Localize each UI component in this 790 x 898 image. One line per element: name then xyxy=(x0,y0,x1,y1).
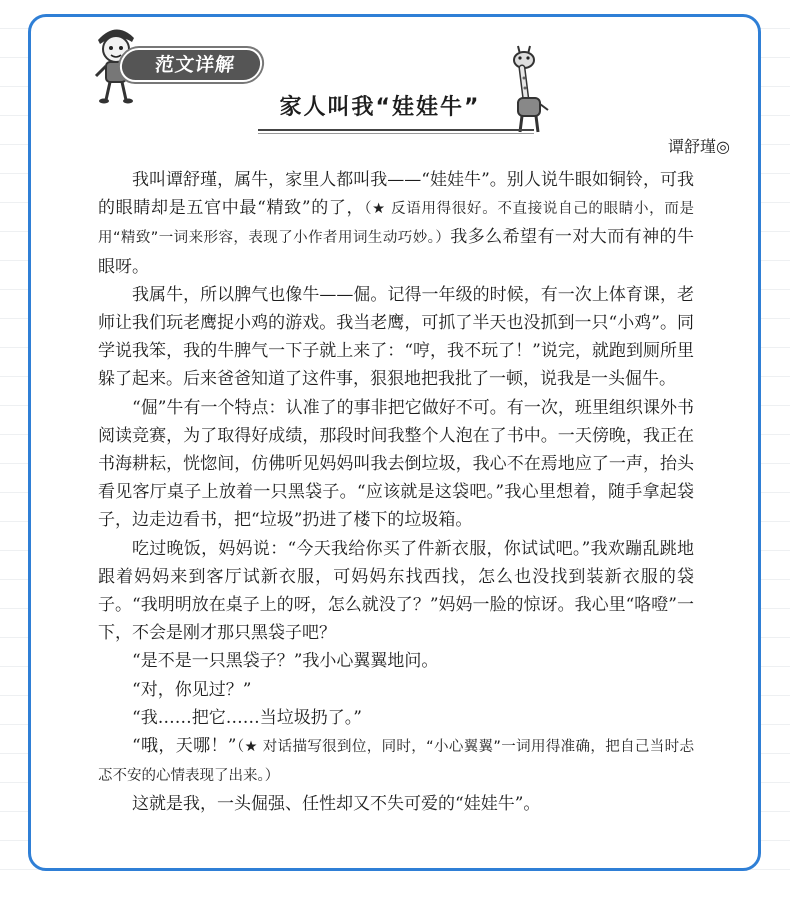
giraffe-mascot-icon xyxy=(506,44,550,136)
paragraph: 吃过晚饭，妈妈说：“今天我给你买了件新衣服，你试试吧。”我欢蹦乱跳地跟着妈妈来到客厅试新衣服，可妈妈东找西找，怎么也没找到装新衣服的袋子。“我明明放在桌子上的呀，怎么就没了？”妈妈一脸的惊讶。我心里“咯噔”一下，不会是刚才那只黑袋子吧？ xyxy=(98,538,694,644)
commentary-note: （★ 反语用得很好。不直接说自己的眼睛小，而是用“精致”一词来形容，表现了小作者用词生动巧妙。） xyxy=(98,201,694,247)
paragraph: “是不是一只黑袋子？”我小心翼翼地问。 xyxy=(132,651,439,672)
author-name: 谭舒瑾◎ xyxy=(668,137,730,156)
commentary-note: （★ 对话描写很到位，同时，“小心翼翼”一词用得准确，把自己当时忐忑不安的心情表现了出来。） xyxy=(98,739,694,785)
paragraph: 这就是我，一头倔强、任性却又不失可爱的“娃娃牛”。 xyxy=(132,794,541,815)
paragraph: “倔”牛有一个特点：认准了的事非把它做好不可。有一次，班里组织课外书阅读竞赛，为了取得好成绩，那段时间我整个人泡在了书中。一天傍晚，我正在书海耕耘，恍惚间，仿佛听见妈妈叫我去倒垃圾，我心不在焉地应了一声，抬头看见客厅桌子上放着一只黑袋子。“应该就是这袋吧。”我心里想着，随手拿起袋子，边走边看书，把“垃圾”扔进了楼下的垃圾箱。 xyxy=(98,397,694,531)
article-body xyxy=(98,166,694,819)
title-underline xyxy=(258,129,534,131)
paragraph: “对，你见过？” xyxy=(132,679,252,700)
article-title: 家人叫我“娃娃牛” xyxy=(279,95,481,120)
paragraph: “我……把它……当垃圾扔了。” xyxy=(132,707,362,728)
section-badge-label: 范文详解 xyxy=(153,54,237,76)
paragraph: 我属牛，所以脾气也像牛——倔。记得一年级的时候，有一次上体育课，老师让我们玩老鹰捉小鸡的游戏。我当老鹰，可抓了半天也没抓到一只“小鸡”。同学说我笨，我的牛脾气一下子就上来了：“哼，我不玩了！”说完，就跑到厕所里躲了起来。后来爸爸知道了这件事，狠狠地把我批了一顿，说我是一头倔牛。 xyxy=(98,284,694,390)
paragraph: “哦，天哪！”（★ 对话描写很到位，同时，“小心翼翼”一词用得准确，把自己当时忐忑不安的心情表现了出来。） xyxy=(98,736,694,785)
title-underline-thin xyxy=(258,133,534,134)
section-badge xyxy=(100,44,280,84)
paragraph: 我叫谭舒瑾，属牛，家里人都叫我——“娃娃牛”。别人说牛眼如铜铃，可我的眼睛却是五官中最“精致”的了，（★ 反语用得很好。不直接说自己的眼睛小，而是用“精致”一词来形容，表现了小作者用词生动巧妙。）我多么希望有一对大而有神的牛眼呀。 xyxy=(98,170,695,277)
